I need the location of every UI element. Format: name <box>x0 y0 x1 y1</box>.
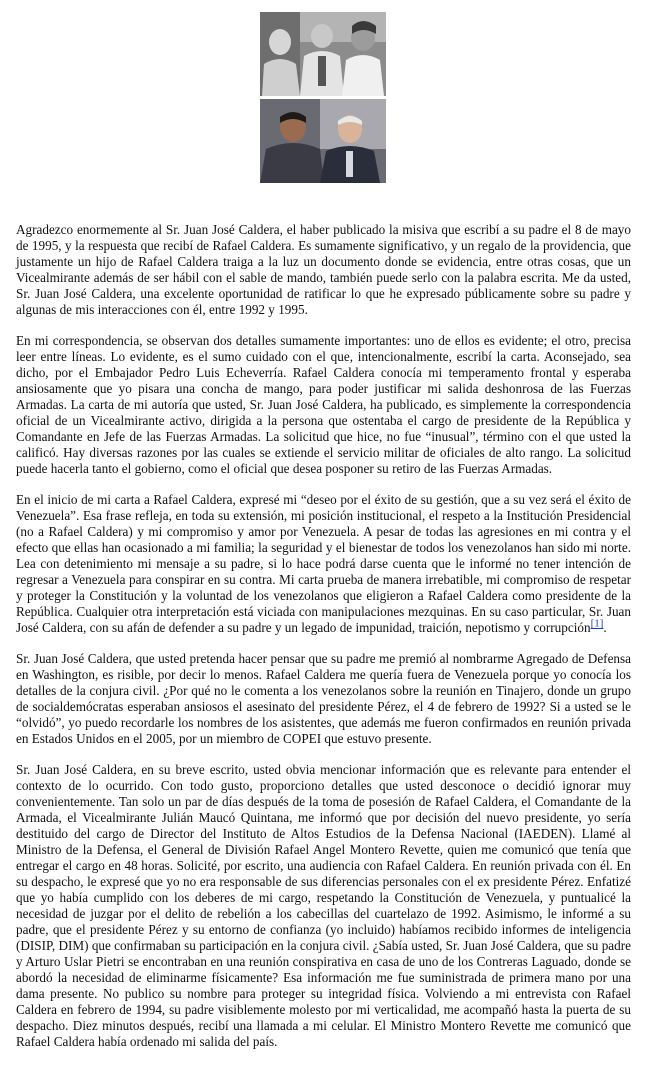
paragraph-3 <box>16 492 631 636</box>
paragraph-1: Agradezco enormemente al Sr. Juan José Caldera, el haber publicado la misiva que escribí a su padre el 8 de mayo de 1995, y la respuesta que recibí de Rafael Caldera. Es sumamente significativo, y un regalo de la providencia, que justamente un hijo de Rafael Caldera traiga a la luz un documento donde se evidencia, entre otras cosas, que un Vicealmirante además de ser hábil con el sable de mando, también puede serlo con la palabra escrita. Me da usted, Sr. Juan José Caldera, una excelente oportunidad de ratificar lo que he expresado públicamente sobre su padre y algunas de mis interacciones con él, entre 1992 y 1995. <box>16 222 631 317</box>
paragraph-3-text: En el inicio de mi carta a Rafael Caldera, expresé mi “deseo por el éxito de su gestión, que a su vez será el éxito de Venezuela”. Esa frase refleja, en toda su extensión, mi posición institucional, el respeto a la Institución Presidencial (no a Rafael Caldera) y mi compromiso y amor por Venezuela. A pesar de todas las agresiones en mi contra y el efecto que ellas han ocasionado a mi familia; la seguridad y el bienestar de todos los venezolanos han sido mi norte. Lea con detenimiento mi mensaje a su padre, si lo hace podrá darse cuenta que le informé no tener intención de regresar a Venezuela para conspirar en su contra. Mi carta prueba de manera irrebatible, mi compromiso de respetar y proteger la Constitución y la voluntad de los venezolanos que eligieron a Rafael Caldera como presidente de la República. Cualquier otra interpretación está viciada con manipulaciones mezquinas. En su caso particular, Sr. Juan José Caldera, con su afán de defender a su padre y un legado de impunidad, traición, nepotismo y corrupción <box>16 492 631 635</box>
photo-two-men-image <box>260 99 386 183</box>
paragraph-5: Sr. Juan José Caldera, en su breve escrito, usted obvia mencionar información que es relevante para entender el contexto de lo ocurrido. Con todo gusto, proporciono detalles que usted desconoce o decidió ignorar muy convenientemente. Tan solo un par de días después de la toma de posesión de Rafael Caldera, el Comandante de la Armada, el Vicealmirante Julián Maucó Quintana, me informó que por decisión del nuevo presidente, yo sería destituido del cargo de Director del Instituto de Altos Estudios de la Defensa Nacional (IAEDEN). Llamé al Ministro de la Defensa, el General de División Rafael Angel Montero Revette, quien me comunicó que tenía que entregar el cargo en 48 horas. Solicité, por escrito, una audiencia con Rafael Caldera. En reunión privada con él. En su despacho, le expresé que yo no era responsable de sus diferencias personales con el ex presidente Pérez. Enfatizé que yo había cumplido con los deberes de mi cargo, respetando la Constitución de Venezuela, y puntualicé la necesidad de juzgar por el delito de rebelión a los cabecillas del cuartelazo de 1992. Asimismo, le informé a su padre, que el presidente Pérez y su entorno de confianza (yo incluido) habíamos recibido informes de inteligencia (DISIP, DIM) que confirmaban su participación en la conjura civil. ¿Sabía usted, Sr. Juan José Caldera, que su padre y Arturo Uslar Pietri se encontraban en una reunión conspirativa en casa de uno de los Contreras Laguado, donde se abordó la necesidad de eliminarme físicamente? Esa información me fue suministrada de primera mano por una dama presente. No publico su nombre para proteger su integridad física. Volviendo a mi entrevista con Rafael Caldera en febrero de 1994, su padre visiblemente molesto por mi verticalidad, me acompañó hasta la puerta de su despacho. Diez minutos después, recibí una llamada a mi celular. El Ministro Montero Revette me comunicó que Rafael Caldera había ordenado mi salida del país. <box>16 762 631 1049</box>
article-body <box>16 222 631 1050</box>
photo-three-men-image <box>260 12 386 96</box>
photo-two-men <box>260 99 386 183</box>
photo-three-men <box>260 12 386 96</box>
paragraph-2: En mi correspondencia, se observan dos detalles sumamente importantes: uno de ellos es evidente; el otro, precisa leer entre líneas. Lo evidente, es el sumo cuidado con el que, intencionalmente, escribí la carta. Aconsejado, sea dicho, por el Embajador Pedro Luis Echeverría. Rafael Caldera conocía mi temperamento frontal y esperaba ansiosamente que yo pisara una concha de mango, para poder justificar mi salida deshonrosa de las Fuerzas Armadas. La carta de mi autoría que usted, Sr. Juan José Caldera, ha publicado, es simplemente la correspondencia oficial de un Vicealmirante activo, dirigida a la persona que ostentaba el cargo de presidente de la República y Comandante en Jefe de las Fuerzas Armadas. La solicitud que hice, no fue “inusual”, término con el que usted la calificó. Hay diversas razones por las cuales se extiende el servicio militar de oficiales de alto rango. La solicitud puede hacerla tanto el gobierno, como el oficial que desea posponer su retiro de las Fuerzas Armadas. <box>16 333 631 476</box>
footnote-link-1[interactable]: [1] <box>590 617 604 630</box>
photo-stack <box>260 12 386 186</box>
paragraph-3-end: . <box>603 620 607 635</box>
paragraph-4: Sr. Juan José Caldera, que usted pretenda hacer pensar que su padre me premió al nombrarme Agregado de Defensa en Washington, es risible, por decir lo menos. Rafael Caldera me quería fuera de Venezuela porque yo conocía los detalles de la conjura civil. ¿Por qué no le comenta a los venezolanos sobre la reunión en Tinajero, donde un grupo de socialdemócratas esperaban ansiosos el asesinato del presidente Pérez, el 4 de febrero de 1992? Si a usted se le “olvidó”, yo puedo recordarle los nombres de los asistentes, que además me fueron confirmados en reunión privada en Estados Unidos en el 2005, por un miembro de COPEI que estuvo presente. <box>16 651 631 746</box>
